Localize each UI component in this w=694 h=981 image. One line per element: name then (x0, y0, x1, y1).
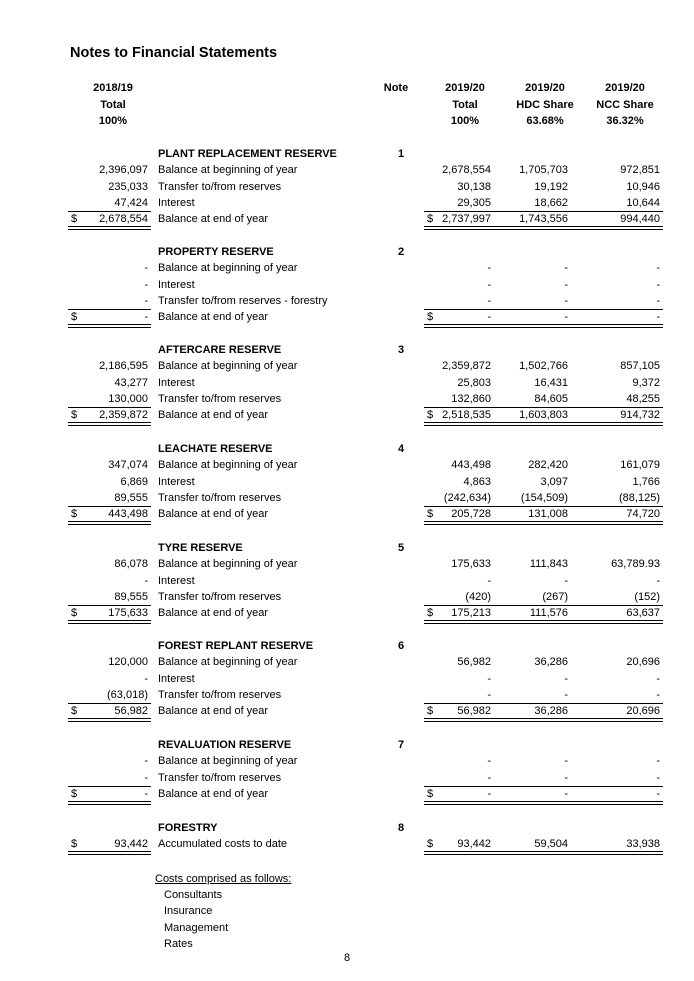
hdc-share-value: 1,705,703 (519, 164, 568, 177)
ncc-share-total: - (656, 787, 660, 800)
section-title: FORESTRY (158, 822, 218, 834)
total-value: - (487, 688, 491, 701)
page-number: 8 (343, 952, 351, 964)
table-row (0, 277, 694, 293)
ncc-share-value: - (656, 771, 660, 784)
subtotal-rule (68, 605, 151, 606)
row-description: Interest (158, 196, 195, 209)
currency-symbol: $ (427, 838, 434, 851)
header-total-line: 2019/20 (445, 82, 485, 94)
total-description: Balance at end of year (158, 787, 269, 800)
total-description: Balance at end of year (158, 705, 269, 718)
ncc-share-value: 1,766 (632, 475, 660, 488)
table-row (0, 358, 694, 374)
header-ncc-line: NCC Share (596, 98, 654, 111)
header-total (430, 80, 500, 130)
ncc-share-value: 48,255 (626, 392, 660, 405)
header-hdc-line: 2019/20 (525, 82, 565, 94)
hdc-share-value: 84,605 (534, 392, 568, 405)
prior-year-value: 120,000 (108, 656, 148, 669)
table-row (0, 195, 694, 211)
ncc-share-value: 20,696 (626, 656, 660, 669)
section-title: REVALUATION RESERVE (158, 739, 292, 751)
hdc-share-value: 282,420 (528, 459, 568, 472)
section-title: FOREST REPLANT RESERVE (158, 640, 314, 652)
prior-year-total: - (144, 311, 148, 324)
currency-symbol: $ (427, 311, 434, 324)
row-description: Transfer to/from reserves (158, 392, 282, 405)
header-note: Note (383, 82, 409, 94)
total-value: - (487, 278, 491, 291)
currency-symbol: $ (71, 705, 78, 718)
header-hdc-share (505, 80, 585, 130)
row-description: Interest (158, 475, 195, 488)
table-row (0, 260, 694, 276)
cost-item: Management (164, 921, 229, 934)
prior-year-value: 47,424 (114, 196, 148, 209)
hdc-share-value: - (564, 574, 568, 587)
subtotal-rule (68, 786, 151, 787)
header-prior-year-line: Total (100, 98, 126, 111)
ncc-share-value: 9,372 (632, 376, 660, 389)
row-description: Transfer to/from reserves (158, 491, 282, 504)
row-description: Interest (158, 376, 195, 389)
hdc-share-total: 59,504 (534, 838, 568, 851)
total-value: 2,359,872 (442, 360, 491, 373)
section-note-number: 7 (397, 739, 405, 751)
prior-year-value: - (144, 278, 148, 291)
total-row (0, 605, 694, 621)
hdc-share-value: - (564, 294, 568, 307)
total-value: 2,678,554 (442, 164, 491, 177)
row-description: Balance at beginning of year (158, 262, 298, 275)
prior-year-total: 56,982 (114, 705, 148, 718)
total-value: 56,982 (457, 656, 491, 669)
total-value: 25,803 (457, 376, 491, 389)
hdc-share-total: 111,576 (529, 607, 568, 620)
total-description: Balance at end of year (158, 508, 269, 521)
subtotal-rule (424, 309, 663, 310)
hdc-share-total: - (564, 311, 568, 324)
section-note-number: 8 (397, 822, 405, 834)
section-title: PROPERTY RESERVE (158, 246, 274, 258)
prior-year-total: - (144, 787, 148, 800)
subtotal-rule (424, 605, 663, 606)
total-double-rule (424, 521, 663, 525)
total-row (0, 211, 694, 227)
ncc-share-value: - (656, 672, 660, 685)
hdc-share-value: - (564, 755, 568, 768)
prior-year-total: 2,359,872 (99, 409, 148, 422)
row-description: Transfer to/from reserves (158, 590, 282, 603)
currency-symbol: $ (427, 607, 434, 620)
hdc-share-value: 3,097 (540, 475, 568, 488)
ncc-share-total: 20,696 (626, 705, 660, 718)
total-value: 132,860 (451, 392, 491, 405)
table-row (0, 770, 694, 786)
section-title-row (0, 737, 694, 753)
section-note-number: 2 (397, 246, 405, 258)
row-description: Balance at beginning of year (158, 360, 298, 373)
total-double-rule (68, 422, 151, 426)
total-value: - (487, 294, 491, 307)
total-value: - (487, 311, 491, 324)
header-ncc-line: 2019/20 (605, 82, 645, 94)
total-value: - (487, 574, 491, 587)
prior-year-value: - (144, 672, 148, 685)
currency-symbol: $ (71, 607, 78, 620)
subtotal-rule (68, 703, 151, 704)
table-row (0, 556, 694, 572)
section-title-row (0, 441, 694, 457)
page-title: Notes to Financial Statements (70, 45, 278, 61)
total-value: - (487, 755, 491, 768)
total-value: 2,518,535 (442, 409, 491, 422)
currency-symbol: $ (427, 213, 434, 226)
header-prior-year-line: 100% (98, 115, 128, 127)
total-double-rule (424, 801, 663, 805)
total-row (0, 786, 694, 802)
header-prior-year (78, 80, 148, 130)
subtotal-rule (424, 211, 663, 212)
total-double-rule (68, 620, 151, 624)
row-description: Balance at beginning of year (158, 558, 298, 571)
ncc-share-value: - (656, 262, 660, 275)
cost-item: Insurance (164, 905, 213, 918)
prior-year-value: - (144, 771, 148, 784)
section-note-number: 5 (397, 542, 405, 554)
currency-symbol: $ (71, 508, 78, 521)
header-hdc-line: 63.68% (526, 115, 564, 127)
prior-year-value: 347,074 (108, 459, 148, 472)
hdc-share-total: 131,008 (528, 508, 568, 521)
total-description: Balance at end of year (158, 213, 269, 226)
section-title: TYRE RESERVE (158, 542, 243, 554)
prior-year-value: 89,555 (114, 590, 148, 603)
ncc-share-value: (152) (634, 590, 660, 603)
total-double-rule (424, 851, 663, 855)
hdc-share-value: (154,509) (520, 491, 568, 504)
prior-year-total: 443,498 (108, 508, 148, 521)
hdc-share-value: - (564, 771, 568, 784)
row-description: Balance at beginning of year (158, 164, 298, 177)
section-note-number: 6 (397, 640, 405, 652)
row-description: Transfer to/from reserves (158, 771, 282, 784)
hdc-share-value: 111,843 (529, 558, 568, 571)
total-value: 93,442 (457, 838, 491, 851)
table-row (0, 753, 694, 769)
table-row (0, 490, 694, 506)
total-double-rule (68, 521, 151, 525)
subtotal-rule (68, 506, 151, 507)
total-value: 205,728 (451, 508, 491, 521)
hdc-share-value: 19,192 (534, 180, 568, 193)
table-row (0, 589, 694, 605)
hdc-share-total: 1,603,803 (519, 409, 568, 422)
subtotal-rule (68, 309, 151, 310)
row-description: Interest (158, 574, 195, 587)
prior-year-value: 86,078 (114, 558, 148, 571)
prior-year-total: 175,633 (108, 607, 148, 620)
section-title: AFTERCARE RESERVE (158, 344, 282, 356)
total-double-rule (68, 324, 151, 328)
table-row (0, 162, 694, 178)
ncc-share-value: (88,125) (619, 491, 660, 504)
total-value: 443,498 (451, 459, 491, 472)
section-title: LEACHATE RESERVE (158, 443, 273, 455)
subtotal-rule (424, 506, 663, 507)
table-row (0, 457, 694, 473)
hdc-share-value: - (564, 672, 568, 685)
total-double-rule (68, 851, 151, 855)
ncc-share-value: - (656, 574, 660, 587)
total-description: Accumulated costs to date (158, 838, 288, 851)
total-row (0, 407, 694, 423)
hdc-share-value: 16,431 (534, 376, 568, 389)
prior-year-value: 2,186,595 (99, 360, 148, 373)
section-note-number: 4 (397, 443, 405, 455)
total-double-rule (68, 801, 151, 805)
hdc-share-value: - (564, 278, 568, 291)
total-double-rule (424, 718, 663, 722)
prior-year-value: - (144, 755, 148, 768)
total-row (0, 836, 694, 852)
table-row (0, 654, 694, 670)
total-value: 30,138 (457, 180, 491, 193)
hdc-share-value: 1,502,766 (519, 360, 568, 373)
section-note-number: 1 (397, 148, 405, 160)
subtotal-rule (68, 407, 151, 408)
section-title-row (0, 244, 694, 260)
total-double-rule (68, 226, 151, 230)
total-value: 56,982 (457, 705, 491, 718)
total-double-rule (424, 324, 663, 328)
prior-year-total: 93,442 (114, 838, 148, 851)
ncc-share-value: 10,644 (626, 196, 660, 209)
prior-year-value: 235,033 (108, 180, 148, 193)
row-description: Interest (158, 672, 195, 685)
row-description: Interest (158, 278, 195, 291)
ncc-share-total: 74,720 (626, 508, 660, 521)
currency-symbol: $ (71, 213, 78, 226)
header-total-line: Total (452, 98, 478, 111)
ncc-share-value: - (656, 688, 660, 701)
row-description: Balance at beginning of year (158, 656, 298, 669)
table-row (0, 687, 694, 703)
prior-year-value: - (144, 262, 148, 275)
costs-list (155, 871, 291, 952)
ncc-share-value: - (656, 278, 660, 291)
cost-item: Rates (164, 937, 193, 950)
hdc-share-value: 18,662 (534, 196, 568, 209)
section-title-row (0, 540, 694, 556)
row-description: Balance at beginning of year (158, 755, 298, 768)
total-row (0, 506, 694, 522)
prior-year-value: 89,555 (114, 491, 148, 504)
table-row (0, 293, 694, 309)
header-ncc-line: 36.32% (606, 115, 644, 127)
hdc-share-value: - (564, 688, 568, 701)
ncc-share-total: 994,440 (620, 213, 660, 226)
ncc-share-total: 914,732 (620, 409, 660, 422)
table-row (0, 375, 694, 391)
total-value: (420) (465, 590, 491, 603)
currency-symbol: $ (427, 705, 434, 718)
prior-year-value: 130,000 (108, 392, 148, 405)
hdc-share-value: (267) (542, 590, 568, 603)
ncc-share-value: 63,789.93 (611, 558, 660, 571)
section-title-row (0, 342, 694, 358)
section-title-row (0, 146, 694, 162)
table-row (0, 391, 694, 407)
total-double-rule (424, 422, 663, 426)
prior-year-value: 6,869 (120, 475, 148, 488)
ncc-share-total: 63,637 (626, 607, 660, 620)
prior-year-value: 2,396,097 (99, 164, 148, 177)
ncc-share-value: 972,851 (620, 164, 660, 177)
prior-year-value: - (144, 574, 148, 587)
total-value: 29,305 (457, 196, 491, 209)
header-ncc-share (585, 80, 665, 130)
section-title-row (0, 820, 694, 836)
total-row (0, 309, 694, 325)
hdc-share-total: 1,743,556 (519, 213, 568, 226)
total-description: Balance at end of year (158, 409, 269, 422)
row-description: Transfer to/from reserves (158, 180, 282, 193)
total-value: 4,863 (463, 475, 491, 488)
total-double-rule (68, 718, 151, 722)
currency-symbol: $ (427, 787, 434, 800)
hdc-share-value: - (564, 262, 568, 275)
ncc-share-total: 33,938 (626, 838, 660, 851)
total-value: - (487, 787, 491, 800)
cost-item: Consultants (164, 889, 223, 901)
header-total-line: 100% (450, 115, 480, 127)
ncc-share-value: - (656, 755, 660, 768)
total-value: 175,633 (451, 558, 491, 571)
ncc-share-value: 10,946 (626, 180, 660, 193)
hdc-share-value: 36,286 (534, 656, 568, 669)
currency-symbol: $ (71, 838, 78, 851)
subtotal-rule (424, 407, 663, 408)
total-value: - (487, 262, 491, 275)
section-title-row (0, 638, 694, 654)
currency-symbol: $ (71, 311, 78, 324)
table-row (0, 573, 694, 589)
hdc-share-total: 36,286 (534, 705, 568, 718)
currency-symbol: $ (71, 409, 78, 422)
table-row (0, 671, 694, 687)
table-row (0, 474, 694, 490)
table-row (0, 179, 694, 195)
currency-symbol: $ (427, 409, 434, 422)
section-title: PLANT REPLACEMENT RESERVE (158, 148, 337, 160)
total-description: Balance at end of year (158, 607, 269, 620)
costs-heading: Costs comprised as follows: (155, 873, 292, 885)
hdc-share-total: - (564, 787, 568, 800)
total-double-rule (424, 226, 663, 230)
total-description: Balance at end of year (158, 311, 269, 324)
subtotal-rule (424, 703, 663, 704)
row-description: Balance at beginning of year (158, 459, 298, 472)
row-description: Transfer to/from reserves - forestry (158, 294, 328, 307)
total-value: - (487, 672, 491, 685)
total-value: - (487, 771, 491, 784)
currency-symbol: $ (71, 787, 78, 800)
prior-year-value: 43,277 (114, 376, 148, 389)
ncc-share-value: - (656, 294, 660, 307)
total-double-rule (424, 620, 663, 624)
section-note-number: 3 (397, 344, 405, 356)
header-hdc-line: HDC Share (516, 98, 574, 111)
prior-year-total: 2,678,554 (99, 213, 148, 226)
prior-year-value: - (144, 294, 148, 307)
total-value: 175,213 (451, 607, 491, 620)
header-prior-year-line: 2018/19 (93, 82, 133, 94)
prior-year-value: (63,018) (107, 688, 148, 701)
total-value: 2,737,997 (442, 213, 491, 226)
total-row (0, 703, 694, 719)
subtotal-rule (68, 211, 151, 212)
subtotal-rule (424, 786, 663, 787)
ncc-share-value: 161,079 (620, 459, 660, 472)
total-value: (242,634) (443, 491, 491, 504)
ncc-share-total: - (656, 311, 660, 324)
ncc-share-value: 857,105 (620, 360, 660, 373)
currency-symbol: $ (427, 508, 434, 521)
row-description: Transfer to/from reserves (158, 688, 282, 701)
